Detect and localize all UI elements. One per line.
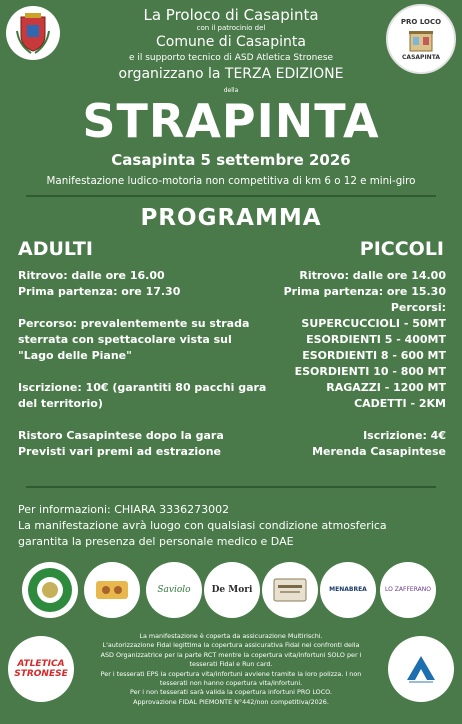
label-icon bbox=[270, 575, 310, 605]
atletica-logo-line2: STRONESE bbox=[14, 669, 68, 679]
piccoli-percorso-item: RAGAZZI - 1200 MT bbox=[326, 381, 446, 394]
sponsor-name: Saviolo bbox=[157, 585, 191, 595]
page-title: STRAPINTA bbox=[82, 94, 380, 148]
footer-line: Per i non tesserati sarà valida la copertura infortuni PRO LOCO. bbox=[130, 688, 332, 697]
sponsor-name: LO ZAFFERANO bbox=[385, 586, 431, 593]
footer-line: L'autorizzazione Fidal legittima la copertura assicurativa Fidal nei confronti della bbox=[102, 641, 360, 650]
piccoli-partenza: Prima partenza: ore 15.30 bbox=[283, 285, 446, 298]
footer-line: Per i tesserati EPS la copertura vita/infortuni avviene tramite la loro polizza. I non bbox=[100, 669, 362, 678]
event-date: Casapinta 5 settembre 2026 bbox=[111, 151, 351, 169]
piccoli-merenda: Merenda Casapintese bbox=[312, 445, 446, 458]
footer-line: ASD Organizzatrice per la parte RCT mentre la copertura vita/infortuni SOLO per i bbox=[100, 650, 362, 659]
adulti-ritrovo: Ritrovo: dalle ore 16.00 bbox=[18, 269, 165, 282]
piccoli-heading: PICCOLI bbox=[359, 238, 444, 260]
header-line6: della bbox=[223, 87, 239, 94]
header-line5: organizzano la TERZA EDIZIONE bbox=[118, 66, 344, 82]
proloco-logo-top-text: PRO LOCO bbox=[400, 17, 442, 26]
insurance-footer bbox=[84, 632, 378, 707]
adulti-iscrizione-2: del territorio) bbox=[18, 397, 103, 410]
atletica-stronese-logo bbox=[8, 636, 74, 702]
adulti-percorso-3: "Lago delle Piane" bbox=[18, 349, 132, 362]
adulti-ristoro: Ristoro Casapintese dopo la gara bbox=[18, 429, 224, 442]
piccoli-details bbox=[284, 268, 446, 460]
adulti-heading: ADULTI bbox=[18, 238, 93, 260]
adulti-iscrizione: Iscrizione: 10€ (garantiti 80 pacchi gara bbox=[18, 381, 267, 394]
sponsor-logo-saviolo bbox=[146, 562, 202, 618]
piccoli-percorso-item: CADETTI - 2KM bbox=[354, 397, 446, 410]
divider bbox=[26, 195, 436, 197]
sponsor-logo-zafferano bbox=[380, 562, 436, 618]
footer-line: tesserati Fidal e Run card. bbox=[189, 660, 273, 669]
sponsor-logo-demori bbox=[204, 562, 260, 618]
sponsor-logo-green bbox=[22, 562, 78, 618]
food-icon bbox=[92, 575, 132, 605]
sponsor-badge-icon bbox=[26, 566, 74, 614]
sponsor-name: MENABREA bbox=[329, 586, 367, 593]
info-weather: La manifestazione avrà luogo con qualsiasi condizione atmosferica bbox=[18, 519, 387, 532]
atletica-logo-line1: ATLETICA bbox=[17, 659, 65, 669]
adulti-percorso: Percorso: prevalentemente su strada bbox=[18, 317, 250, 330]
header-line1: La Proloco di Casapinta bbox=[143, 6, 319, 24]
piccoli-percorso-item: SUPERCUCCIOLI - 50MT bbox=[301, 317, 446, 330]
footer-line: Approvazione FIDAL PIEMONTE N°442/non competitiva/2026. bbox=[133, 697, 329, 706]
piccoli-percorso-item: ESORDIENTI 5 - 400MT bbox=[306, 333, 446, 346]
info-contact: Per informazioni: CHIARA 3336273002 bbox=[18, 503, 230, 516]
proloco-logo-bottom-text: CASAPINTA bbox=[402, 53, 440, 61]
piccoli-percorso-item: ESORDIENTI 10 - 800 MT bbox=[294, 365, 446, 378]
sponsor-logo-grey bbox=[262, 562, 318, 618]
header-line3: Comune di Casapinta bbox=[156, 34, 306, 50]
fondazione-logo bbox=[388, 636, 454, 702]
footer-line: tesserati non hanno copertura vita/infortuni. bbox=[159, 679, 303, 688]
piccoli-percorsi: Percorsi: bbox=[390, 301, 446, 314]
sponsor-logo-menabrea bbox=[320, 562, 376, 618]
header-line2: con il patrocinio del bbox=[196, 24, 266, 32]
piccoli-percorso-item: ESORDIENTI 8 - 600 MT bbox=[302, 349, 446, 362]
header-line4: e il supporto tecnico di ASD Atletica Stronese bbox=[128, 53, 334, 63]
sponsor-logo-food bbox=[84, 562, 140, 618]
event-subtitle: Manifestazione ludico-motoria non competitiva di km 6 o 12 e mini-giro bbox=[46, 175, 416, 187]
adulti-premi: Previsti vari premi ad estrazione bbox=[18, 445, 221, 458]
footer-line: La manifestazione è coperta da assicurazione Multirischi. bbox=[139, 632, 323, 640]
sponsor-name: De Mori bbox=[211, 585, 253, 595]
piccoli-ritrovo: Ritrovo: dalle ore 14.00 bbox=[299, 269, 446, 282]
divider bbox=[26, 486, 436, 488]
programma-heading: PROGRAMMA bbox=[140, 205, 322, 231]
adulti-percorso-2: sterrata con spettacolare vista sul bbox=[18, 333, 232, 346]
adulti-details bbox=[18, 268, 266, 460]
adulti-partenza: Prima partenza: ore 17.30 bbox=[18, 285, 181, 298]
info-medical: garantita la presenza del personale medico e DAE bbox=[18, 535, 294, 548]
arrow-logo-icon bbox=[401, 652, 441, 686]
piccoli-iscrizione: Iscrizione: 4€ bbox=[363, 429, 446, 442]
